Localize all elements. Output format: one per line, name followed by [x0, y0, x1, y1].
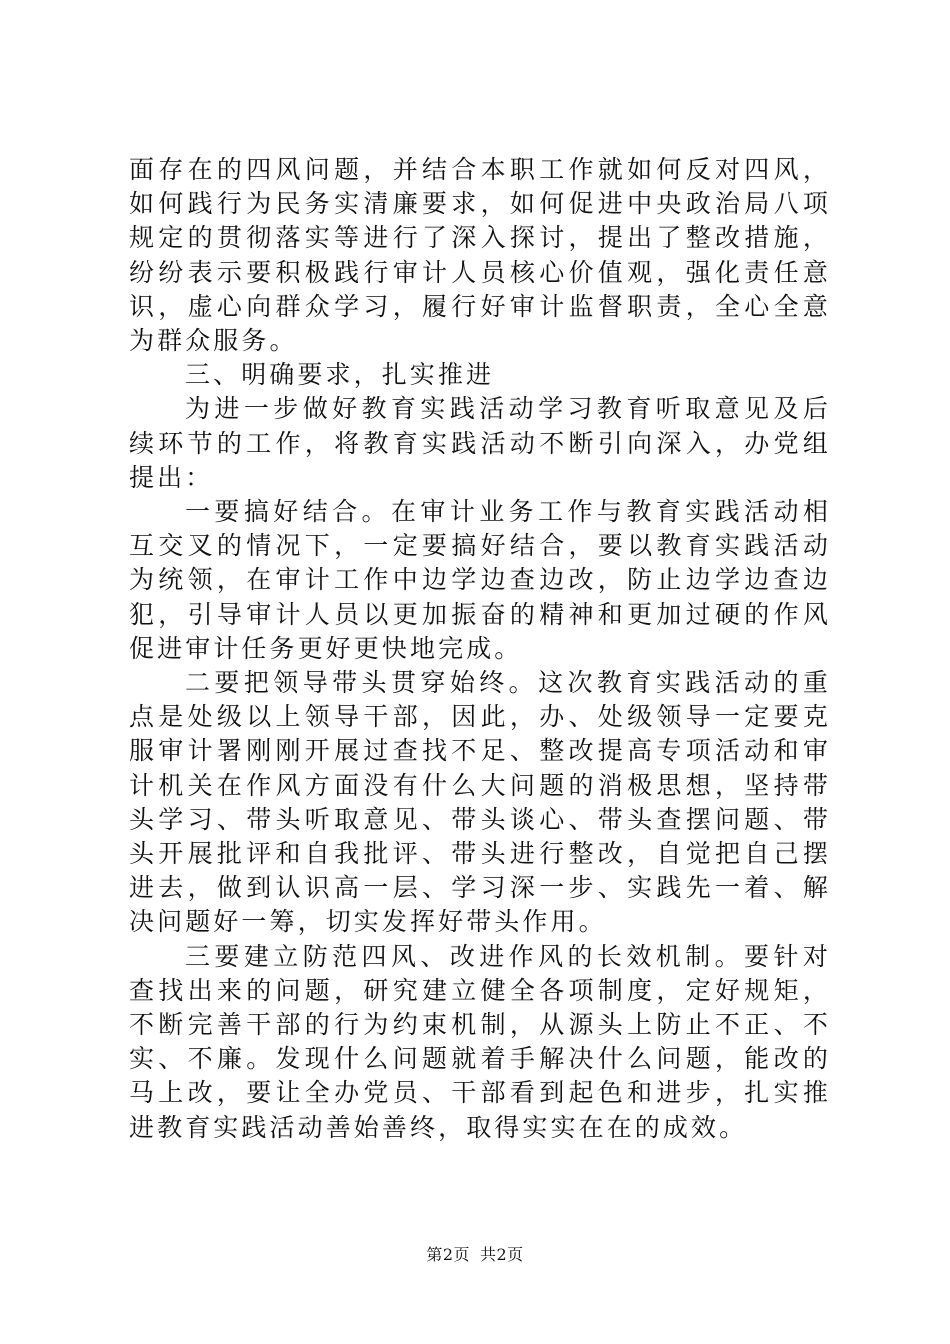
paragraph-requirement-3: 三要建立防范四风、改进作风的长效机制。要针对查找出来的问题，研究建立健全各项制度，定好规矩，不断完善干部的行为约束机制，从源头上防止不正、不实、不廉。发现什么问题就着手解决什么问题，能改的马上改，要让全办党员、干部看到起色和进步，扎实推进教育实践活动善始善终，取得实实在在的成效。	[129, 941, 831, 1142]
section-heading: 三、明确要求，扎实推进	[185, 360, 495, 390]
paragraph-requirement-1: 一要搞好结合。在审计业务工作与教育实践活动相互交叉的情况下，一定要搞好结合，要以教育实践活动为统领，在审计工作中边学边查边改，防止边学边查边犯，引导审计人员以更加振奋的精神和更加过硬的作风促进审计任务更好更快地完成。	[129, 497, 831, 663]
paragraph-intro: 为进一步做好教育实践活动学习教育听取意见及后续环节的工作，将教育实践活动不断引向深入，办党组提出：	[129, 394, 831, 492]
page-footer	[0, 1242, 950, 1265]
page-number: 第2页	[426, 1245, 470, 1264]
page-total: 共2页	[480, 1245, 524, 1264]
paragraph-continued: 面存在的四风问题，并结合本职工作就如何反对四风，如何践行为民务实清廉要求，如何促进中央政治局八项规定的贯彻落实等进行了深入探讨，提出了整改措施，纷纷表示要积极践行审计人员核心价值观，强化责任意识，虚心向群众学习，履行好审计监督职责，全心全意为群众服务。	[129, 155, 831, 356]
document-body	[129, 153, 831, 1145]
paragraph-requirement-2: 二要把领导带头贯穿始终。这次教育实践活动的重点是处级以上领导干部，因此，办、处级领导一定要克服审计署刚刚开展过查找不足、整改提高专项活动和审计机关在作风方面没有什么大问题的消极思想，坚持带头学习、带头听取意见、带头谈心、带头查摆问题、带头开展批评和自我批评、带头进行整改，自觉把自己摆进去，做到认识高一层、学习深一步、实践先一着、解决问题好一筹，切实发挥好带头作用。	[129, 668, 831, 937]
